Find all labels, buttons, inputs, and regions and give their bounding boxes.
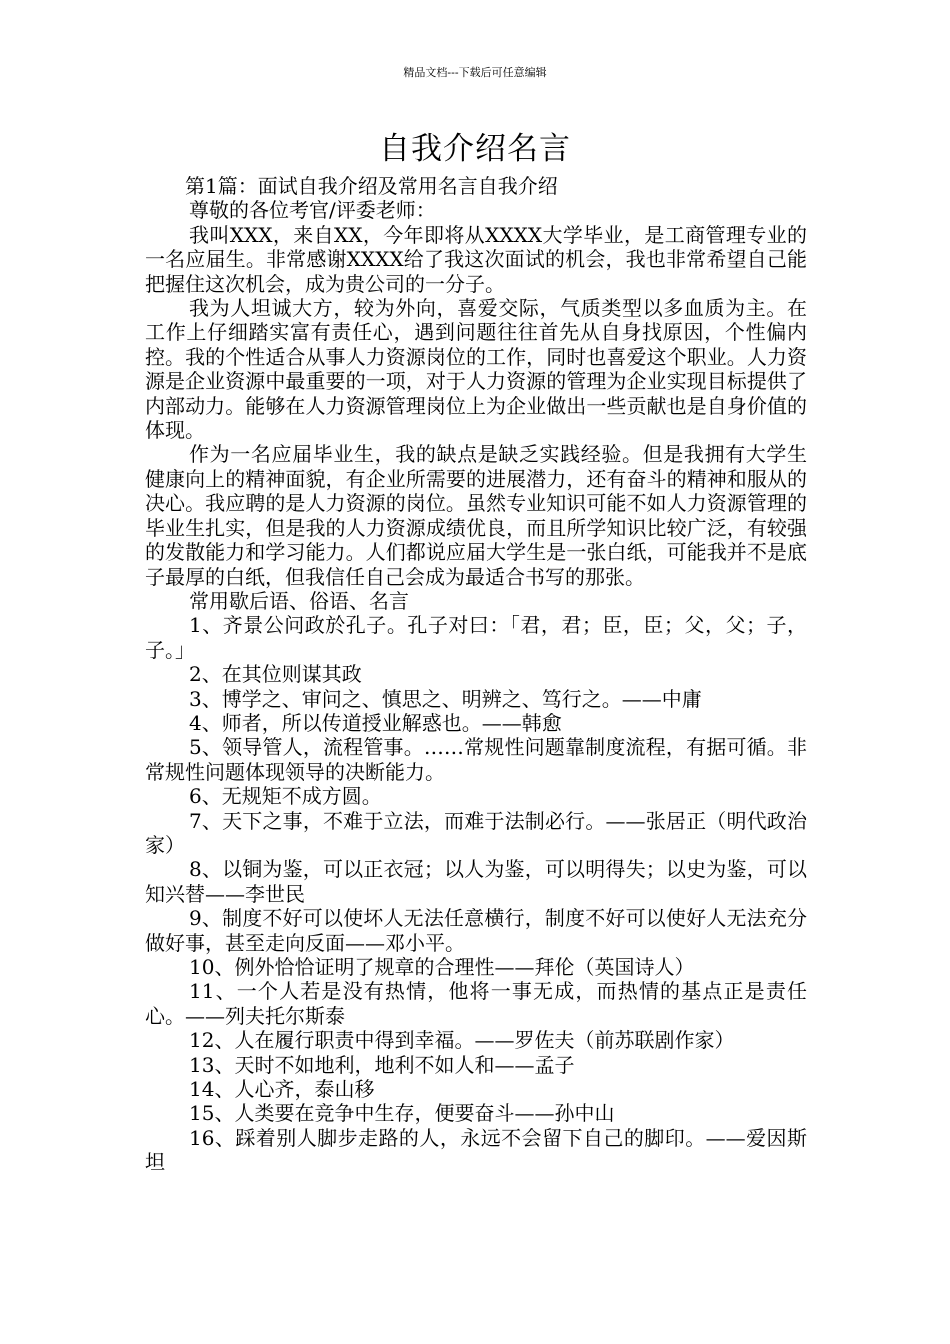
quote-item: 1、齐景公问政於孔子。孔子对曰：「君，君；臣，臣；父，父；子，子。」 bbox=[145, 613, 807, 662]
quote-item: 5、领导管人，流程管事。……常规性问题靠制度流程，有据可循。非常规性问题体现领导的决断能力。 bbox=[145, 735, 807, 784]
document-title: 自我介绍名言 bbox=[379, 131, 571, 167]
quote-item: 8、以铜为鉴，可以正衣冠；以人为鉴，可以明得失；以史为鉴，可以知兴替——李世民 bbox=[145, 857, 807, 906]
quote-item: 9、制度不好可以使坏人无法任意横行，制度不好可以使好人无法充分做好事，甚至走向反面——邓小平。 bbox=[145, 906, 807, 955]
header-note: 精品文档---下载后可任意编辑 bbox=[403, 66, 547, 79]
subsection-heading: 常用歇后语、俗语、名言 bbox=[189, 588, 409, 613]
quote-item: 16、踩着别人脚步走路的人，永远不会留下自己的脚印。——爱因斯坦 bbox=[145, 1125, 807, 1175]
quote-item: 2、在其位则谋其政 bbox=[189, 662, 362, 687]
body-paragraph: 作为一名应届毕业生，我的缺点是缺乏实践经验。但是我拥有大学生健康向上的精神面貌，有企业所需要的进展潜力，还有奋斗的精神和服从的决心。我应聘的是人力资源的岗位。虽然专业知识可能不如人力资源管理的毕业生扎实，但是我的人力资源成绩优良，而且所学知识比较广泛，有较强的发散能力和学习能力。人们都说应届大学生是一张白纸，可能我并不是底子最厚的白纸，但我信任自己会成为最适合书写的那张。 bbox=[145, 442, 807, 589]
quote-item: 10、例外恰恰证明了规章的合理性——拜伦（英国诗人） bbox=[189, 955, 695, 979]
quote-item: 3、博学之、审问之、慎思之、明辨之、笃行之。——中庸 bbox=[189, 686, 702, 711]
quote-item: 14、人心齐，泰山移 bbox=[189, 1077, 375, 1102]
quote-item: 4、师者，所以传道授业解惑也。——韩愈 bbox=[189, 710, 562, 735]
quote-item: 7、天下之事，不难于立法，而难于法制必行。——张居正（明代政治家） bbox=[145, 808, 807, 857]
quote-item: 6、无规矩不成方圆。 bbox=[189, 784, 382, 809]
salutation: 尊敬的各位考官/评委老师： bbox=[189, 198, 436, 223]
quote-item: 15、人类要在竞争中生存，便要奋斗——孙中山 bbox=[189, 1101, 615, 1126]
quote-item: 11、一个人若是没有热情，他将一事无成，而热情的基点正是责任心。——列夫托尔斯泰 bbox=[145, 979, 807, 1028]
body-paragraph: 我为人坦诚大方，较为外向，喜爱交际，气质类型以多血质为主。在工作上仔细踏实富有责任心，遇到问题往往首先从自身找原因，个性偏内控。我的个性适合从事人力资源岗位的工作，同时也喜爱这个职业。人力资源是企业资源中最重要的一项，对于人力资源的管理为企业实现目标提供了内部动力。能够在人力资源管理岗位上为企业做出一些贡献也是自身价值的体现。 bbox=[145, 296, 807, 443]
quote-item: 12、人在履行职责中得到幸福。——罗佐夫（前苏联剧作家） bbox=[189, 1028, 735, 1053]
section-heading: 第1篇：面试自我介绍及常用名言自我介绍 bbox=[185, 174, 558, 198]
quote-item: 13、天时不如地利，地利不如人和——孟子 bbox=[189, 1052, 575, 1077]
body-paragraph: 我叫XXX，来自XX，今年即将从XXXX大学毕业，是工商管理专业的一名应届生。非常感谢XXXX给了我这次面试的机会，我也非常希望自己能把握住这次机会，成为贵公司的一分子。 bbox=[145, 222, 807, 296]
document-body bbox=[145, 174, 807, 1175]
